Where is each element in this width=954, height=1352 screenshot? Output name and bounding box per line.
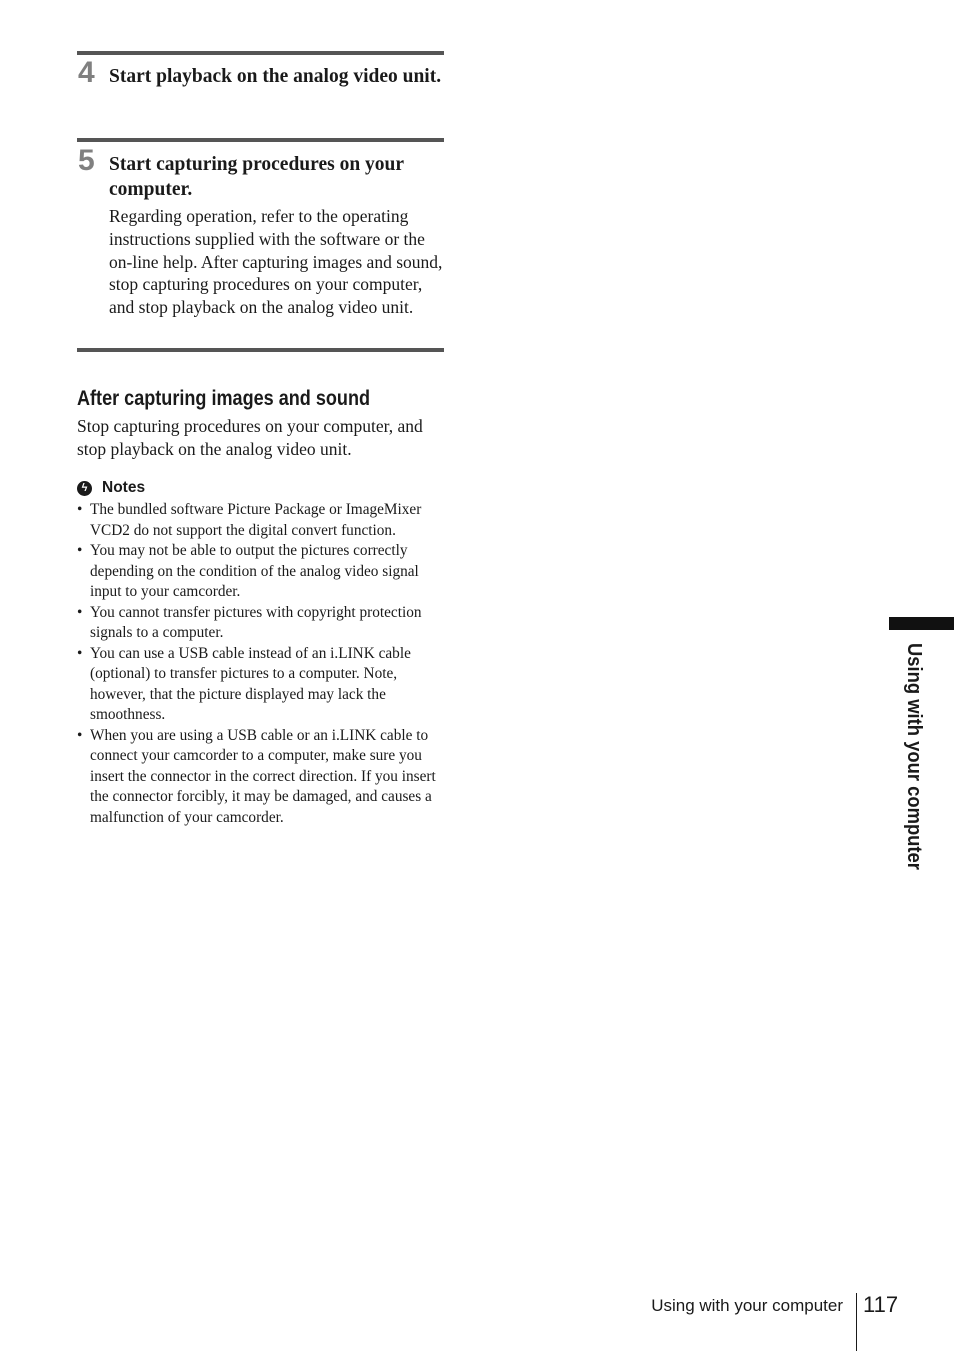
step-5-number: 5 bbox=[78, 144, 95, 177]
page-number: 117 bbox=[863, 1292, 899, 1317]
notes-icon: ϟ bbox=[77, 481, 92, 496]
step-4-rule bbox=[77, 51, 444, 55]
note-item: • You may not be able to output the pictures correctly depending on the condition of the analog video signal input to your camcorder. bbox=[77, 541, 445, 603]
note-item: • The bundled software Picture Package or ImageMixer VCD2 do not support the digital convert function. bbox=[77, 500, 445, 541]
note-item: • When you are using a USB cable or an i.LINK cable to connect your camcorder to a computer, make sure you insert the connector in the correct direction. If you insert the connector forcibly, it may be damaged, and causes a malfunction of your camcorder. bbox=[77, 726, 445, 829]
side-tab-marker bbox=[889, 617, 954, 630]
step-4-title: Start playback on the analog video unit. bbox=[109, 66, 442, 87]
notes-list bbox=[77, 500, 445, 828]
side-tab-label: Using with your computer bbox=[903, 643, 925, 870]
step-4-number: 4 bbox=[78, 56, 95, 89]
note-item: • You cannot transfer pictures with copyright protection signals to a computer. bbox=[77, 603, 445, 644]
footer-section-label: Using with your computer bbox=[651, 1296, 843, 1315]
note-item: • You can use a USB cable instead of an i.LINK cable (optional) to transfer pictures to a computer. Note, however, that the picture displayed may lack the smoothness. bbox=[77, 644, 445, 726]
notes-heading: Notes bbox=[102, 479, 146, 496]
section-heading: After capturing images and sound bbox=[77, 387, 371, 410]
notes-header bbox=[77, 478, 145, 498]
footer-divider bbox=[856, 1293, 857, 1351]
step-5-rule bbox=[77, 138, 444, 142]
step-5-body: Regarding operation, refer to the operating instructions supplied with the software or the on-line help. After capturing images and sound, stop capturing procedures on your computer, and stop playback on the analog video unit. bbox=[109, 206, 443, 318]
steps-end-rule bbox=[77, 348, 444, 352]
section-body: Stop capturing procedures on your computer, and stop playback on the analog video unit. bbox=[77, 416, 423, 459]
step-5-title: Start capturing procedures on your computer. bbox=[109, 154, 404, 200]
